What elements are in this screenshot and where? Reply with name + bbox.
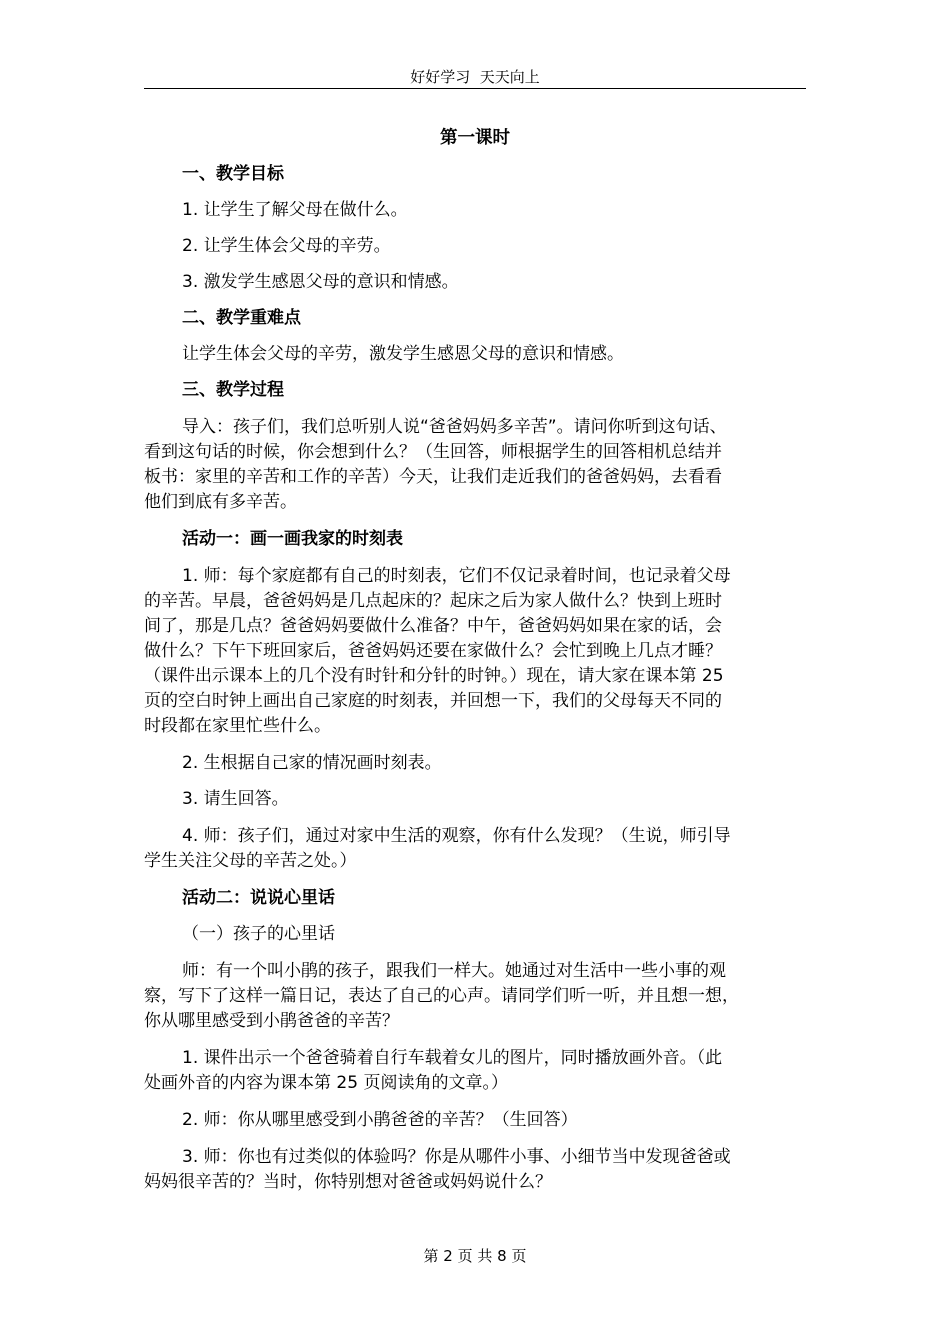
- goals-heading: 一、教学目标: [182, 164, 284, 184]
- text-line: 妈妈很辛苦的？当时，你特别想对爸爸或妈妈说什么？: [144, 1172, 552, 1192]
- activity1-heading: 活动一：画一画我家的时刻表: [182, 529, 403, 549]
- activity2-step2: 2. 师：你从哪里感受到小鹃爸爸的辛苦？（生回答）: [182, 1110, 578, 1130]
- intro-paragraph: [144, 415, 806, 515]
- text-line: 你从哪里感受到小鹃爸爸的辛苦？: [144, 1011, 399, 1031]
- activity2-intro: [144, 959, 806, 1034]
- process-heading: 三、教学过程: [182, 380, 284, 400]
- page-header: 好好学习 天天向上: [410, 68, 540, 86]
- text-line: 学生关注父母的辛苦之处。）: [144, 851, 357, 871]
- text-line: 3. 师：你也有过类似的体验吗？你是从哪件小事、小细节当中发现爸爸或: [182, 1147, 731, 1167]
- text-line: 1. 课件出示一个爸爸骑着自行车载着女儿的图片，同时播放画外音。（此: [182, 1048, 723, 1068]
- goal-item: 2. 让学生体会父母的辛劳。: [182, 236, 391, 256]
- goal-item: 1. 让学生了解父母在做什么。: [182, 200, 408, 220]
- text-line: 的辛苦。早晨，爸爸妈妈是几点起床的？起床之后为家人做什么？快到上班时: [144, 591, 722, 611]
- text-line: 处画外音的内容为课本第 25 页阅读角的文章。）: [144, 1073, 508, 1093]
- text-line: 导入：孩子们，我们总听别人说“爸爸妈妈多辛苦”。请问你听到这句话、: [182, 417, 727, 437]
- activity2-step3: [144, 1145, 806, 1195]
- text-line: 师：有一个叫小鹃的孩子，跟我们一样大。她通过对生活中一些小事的观: [182, 961, 726, 981]
- page-footer: 第 2 页 共 8 页: [423, 1247, 527, 1265]
- activity1-step3: 3. 请生回答。: [182, 789, 289, 809]
- header-divider: [144, 88, 806, 89]
- activity2-heading: 活动二：说说心里话: [182, 888, 335, 908]
- text-line: 察，写下了这样一篇日记，表达了自己的心声。请同学们听一听，并且想一想，: [144, 986, 739, 1006]
- activity1-step4: [144, 824, 806, 874]
- activity2-subheading: （一）孩子的心里话: [182, 924, 335, 944]
- lesson-title: 第一课时: [440, 128, 510, 148]
- activity2-step1: [144, 1046, 806, 1096]
- goal-item: 3. 激发学生感恩父母的意识和情感。: [182, 272, 459, 292]
- text-line: 1. 师：每个家庭都有自己的时刻表，它们不仅记录着时间，也记录着父母: [182, 566, 731, 586]
- key-points-heading: 二、教学重难点: [182, 308, 301, 328]
- text-line: 时段都在家里忙些什么。: [144, 716, 331, 736]
- activity1-step2: 2. 生根据自己家的情况画时刻表。: [182, 753, 442, 773]
- text-line: （课件出示课本上的几个没有时针和分针的时钟。）现在，请大家在课本第 25: [144, 666, 724, 686]
- text-line: 他们到底有多辛苦。: [144, 492, 297, 512]
- text-line: 间了，那是几点？爸爸妈妈要做什么准备？中午，爸爸妈妈如果在家的话，会: [144, 616, 722, 636]
- key-points-text: 让学生体会父母的辛劳，激发学生感恩父母的意识和情感。: [182, 344, 624, 364]
- text-line: 4. 师：孩子们，通过对家中生活的观察，你有什么发现？（生说，师引导: [182, 826, 731, 846]
- text-line: 看到这句话的时候，你会想到什么？（生回答，师根据学生的回答相机总结并: [144, 442, 722, 462]
- activity1-step1: [144, 564, 806, 739]
- text-line: 板书：家里的辛苦和工作的辛苦）今天，让我们走近我们的爸爸妈妈，去看看: [144, 467, 722, 487]
- text-line: 做什么？下午下班回家后，爸爸妈妈还要在家做什么？会忙到晚上几点才睡？: [144, 641, 722, 661]
- text-line: 页的空白时钟上画出自己家庭的时刻表，并回想一下，我们的父母每天不同的: [144, 691, 722, 711]
- document-body: [144, 122, 806, 1195]
